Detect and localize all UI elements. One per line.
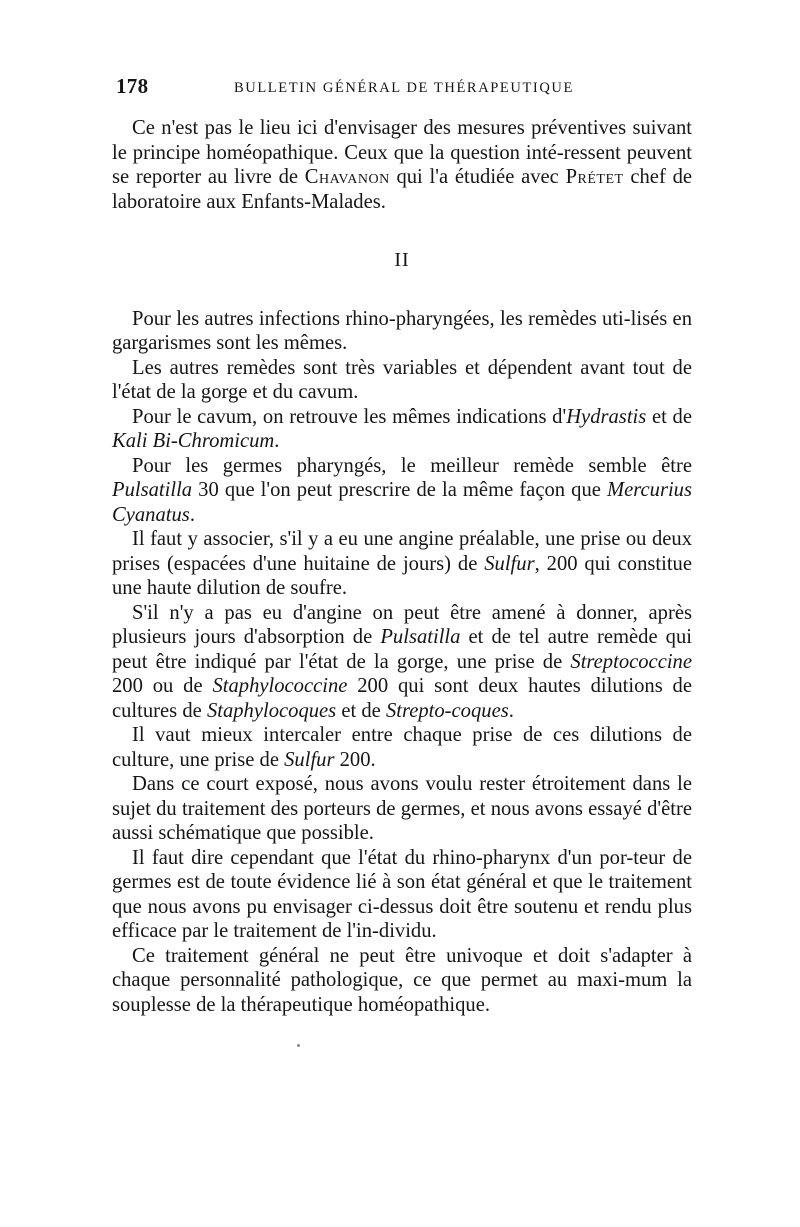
- text-run: qui l'a étudiée avec: [389, 166, 566, 188]
- paragraph-court-expose: Dans ce court exposé, nous avons voulu rester étroitement dans le sujet du traitement des porteurs de germes, et nous avons essayé d'être aussi schématique que possible.: [112, 773, 692, 844]
- author-name: Prétet: [565, 166, 624, 188]
- paragraph-cavum: [112, 405, 692, 454]
- text-run: .: [508, 699, 514, 722]
- remedy-name: Strepto-coques: [385, 699, 509, 722]
- author-name: Chavanon: [304, 166, 390, 188]
- text-run: Il vaut mieux intercaler entre chaque prise de ces dilutions de culture, une prise de: [112, 724, 692, 771]
- remedy-name: Sulfur: [284, 748, 335, 771]
- text-run: 200 ou de: [112, 675, 213, 697]
- remedy-name: Sulfur: [484, 552, 535, 575]
- text-run: .: [274, 430, 280, 452]
- remedy-name: Hydrastis: [566, 405, 647, 428]
- paragraph-gargarismes: Pour les autres infections rhino-pharyngées, les remèdes uti-lisés en gargarismes sont les mêmes.: [112, 307, 692, 354]
- section-heading: II: [394, 249, 410, 271]
- text-run: et de tel autre remède qui peut être indiqué par l'état de la gorge, une prise de: [112, 626, 692, 673]
- journal-title: BULLETIN GÉNÉRAL DE THÉRAPEUTIQUE: [234, 80, 574, 96]
- text-run: 200.: [334, 748, 376, 771]
- text-run: 30 que l'on peut prescrire de la même façon que: [192, 479, 607, 501]
- remedy-name: Staphylocoques: [206, 699, 337, 722]
- remedy-name: Streptococcine: [570, 650, 692, 673]
- paragraph-sans-angine: [112, 601, 692, 724]
- text-run: Ce n'est pas le lieu ici d'envisager des mesures préventives suivant le principe homéopathique. Ceux que la question inté-ressent peuvent se reporter au livre de: [112, 117, 692, 188]
- paragraph-etat-general: Il faut dire cependant que l'état du rhino-pharynx d'un por-teur de germes est de toute évidence lié à son état général et que le traitement que nous avons pu envisager ci-dessus doit être soutenu et rendu plus efficace par le traitement de l'in-dividu.: [112, 846, 692, 942]
- remedy-name: Pulsatilla: [112, 479, 193, 501]
- paragraph-traitement-general: Ce traitement général ne peut être univoque et doit s'adapter à chaque personnalité pathologique, ce que permet au maxi-mum la souplesse de la thérapeutique homéopathique.: [112, 944, 692, 1016]
- paragraph-associer: [112, 527, 692, 601]
- body-text: [112, 116, 692, 1017]
- text-run: Pour le cavum, on retrouve les mêmes indications d': [132, 405, 567, 428]
- paragraph-prevention: [112, 116, 692, 214]
- running-head: [112, 74, 694, 100]
- page-number: 178: [116, 74, 149, 98]
- text-run: , 200 qui constitue une haute dilution de soufre.: [112, 552, 692, 599]
- text-run: chef de laboratoire aux Enfants-Malades.: [112, 166, 693, 213]
- remedy-name: Mercurius Cyanatus: [112, 479, 692, 526]
- text-run: S'il n'y a pas eu d'angine on peut être amené à donner, après plusieurs jours d'absorption de: [112, 601, 692, 648]
- paragraph-germes-pharynges: [112, 454, 692, 528]
- text-run: Pour les germes pharyngés, le meilleur remède semble être: [132, 454, 692, 477]
- text-run: et de: [336, 699, 386, 722]
- paragraph-autres-remedes: Les autres remèdes sont très variables et dépendent avant tout de l'état de la gorge et du cavum.: [112, 356, 692, 403]
- remedy-name: Staphylococcine: [212, 675, 348, 697]
- text-run: et de: [646, 405, 692, 428]
- text-run: .: [189, 503, 195, 526]
- text-run: Il faut y associer, s'il y a eu une angine préalable, une prise ou deux prises (espacées d'une huitaine de jours) de: [112, 528, 692, 575]
- paragraph-intercaler: [112, 723, 692, 772]
- remedy-name: Kali Bi-Chromicum: [112, 430, 275, 452]
- remedy-name: Pulsatilla: [380, 626, 461, 648]
- print-speck: [297, 1044, 300, 1047]
- text-run: 200 qui sont deux hautes dilutions de cultures de: [112, 675, 692, 722]
